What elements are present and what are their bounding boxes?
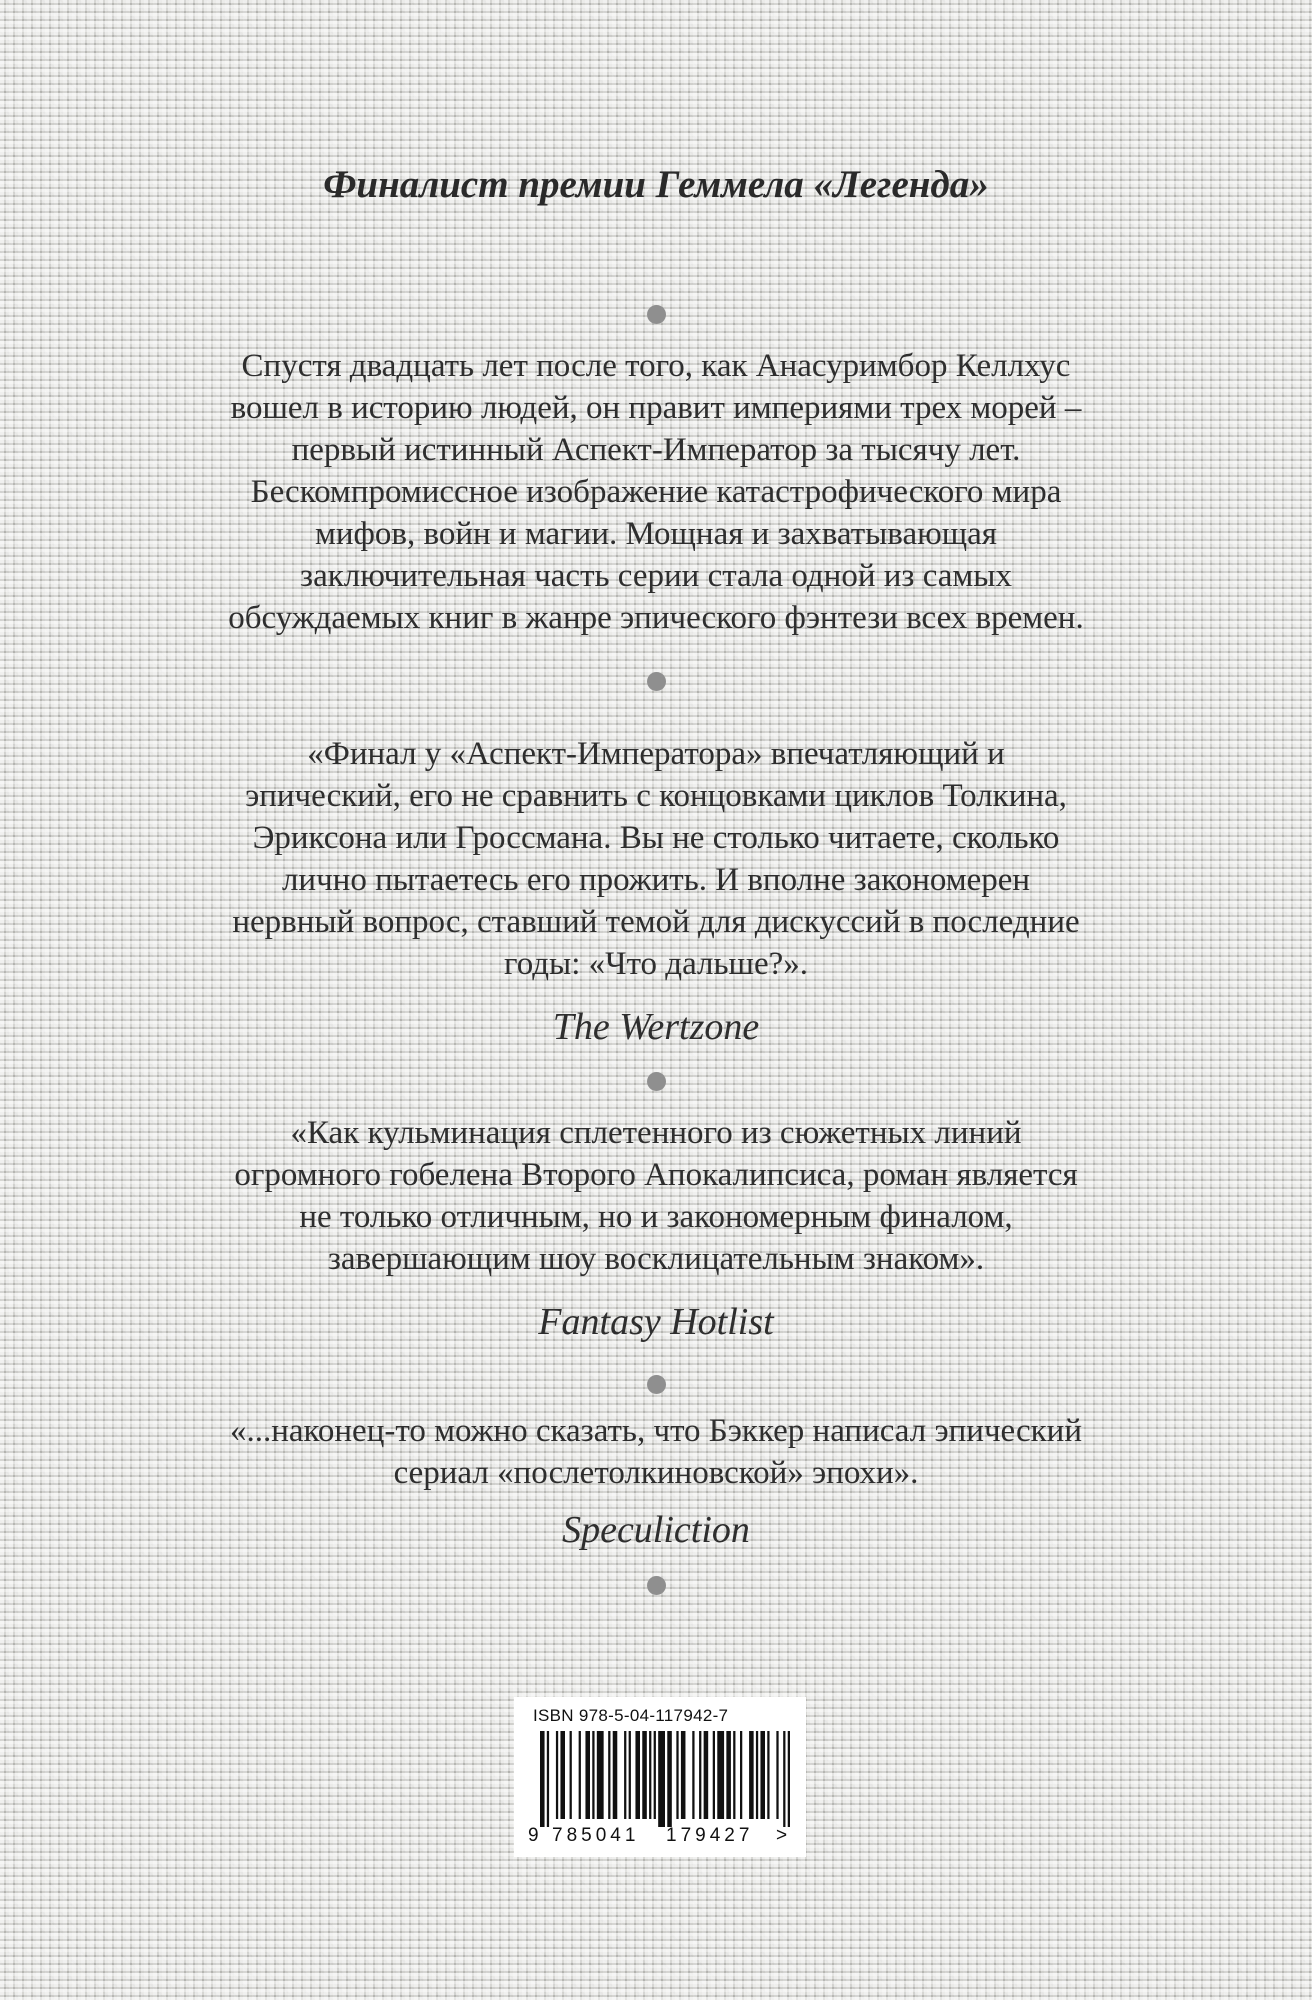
description-line: обсуждаемых книг в жанре эпического фэнтези всех времен. bbox=[228, 600, 1084, 636]
quote-line: «...наконец-то можно сказать, что Бэккер написал эпический bbox=[229, 1413, 1083, 1449]
barcode-bar bbox=[579, 1731, 581, 1819]
barcode-bar bbox=[740, 1731, 742, 1819]
quote-line: завершающим шоу восклицательным знаком». bbox=[327, 1241, 985, 1277]
isbn-barcode bbox=[514, 1697, 806, 1857]
quote-line: эпический, его не сравнить с концовками циклов Толкина, bbox=[245, 778, 1067, 814]
barcode-bar bbox=[570, 1731, 572, 1819]
quote-line: годы: «Что дальше?». bbox=[503, 946, 809, 982]
quote-source: The Wertzone bbox=[552, 1006, 760, 1048]
description-line: Спустя двадцать лет после того, как Анасуримбор Келлхус bbox=[241, 348, 1071, 384]
description-line: вошел в историю людей, он правит империями трех морей – bbox=[230, 390, 1082, 426]
barcode-bar bbox=[560, 1731, 565, 1819]
divider-dot bbox=[647, 672, 666, 691]
barcode-digits-right: 179427 bbox=[666, 1825, 754, 1846]
divider-dot bbox=[647, 1072, 666, 1091]
barcode-digits-left: 785041 bbox=[552, 1825, 640, 1846]
barcode-bar bbox=[597, 1731, 604, 1819]
review-quote bbox=[150, 1112, 1162, 1280]
review-quote bbox=[150, 733, 1162, 985]
barcode-bar bbox=[713, 1731, 715, 1819]
barcode-bar bbox=[592, 1731, 594, 1819]
barcode-digit-first: 9 bbox=[528, 1825, 539, 1846]
barcode-bar bbox=[767, 1731, 769, 1819]
quote-line: нервный вопрос, ставший темой для дискуссий в последние bbox=[232, 904, 1080, 940]
barcode-bar bbox=[717, 1731, 724, 1819]
quote-line: «Как кульминация сплетенного из сюжетных линий bbox=[290, 1115, 1022, 1151]
quote-source: Fantasy Hotlist bbox=[538, 1301, 774, 1343]
barcode-bar bbox=[699, 1731, 701, 1819]
barcode-bar bbox=[756, 1731, 758, 1819]
barcode-bar bbox=[658, 1731, 665, 1827]
barcode-arrow: > bbox=[776, 1825, 788, 1846]
quote-source: Speculiction bbox=[562, 1509, 750, 1551]
quote-line: Эриксона или Гроссмана. Вы не столько читаете, сколько bbox=[252, 820, 1060, 856]
divider-dot bbox=[647, 1576, 666, 1595]
barcode-bar bbox=[733, 1731, 735, 1819]
quote-line: лично пытаетесь его прожить. И вполне закономерен bbox=[281, 862, 1031, 898]
barcode-bar bbox=[585, 1731, 590, 1819]
barcode-bar bbox=[760, 1731, 765, 1819]
barcode-bar bbox=[726, 1731, 731, 1819]
barcode-bar bbox=[704, 1731, 709, 1819]
barcode-bar bbox=[667, 1731, 672, 1827]
barcode-bar bbox=[749, 1731, 754, 1819]
barcode-bar bbox=[547, 1731, 549, 1827]
barcode-bar bbox=[654, 1731, 656, 1819]
book-description bbox=[150, 345, 1162, 639]
description-line: первый истинный Аспект-Император за тысячу лет. bbox=[291, 432, 1021, 468]
barcode-bar bbox=[681, 1731, 686, 1819]
quote-line: огромного гобелена Второго Апокалипсиса, роман является bbox=[234, 1157, 1078, 1193]
barcode-bar bbox=[540, 1731, 545, 1827]
barcode-bar bbox=[556, 1731, 558, 1819]
barcode-bar bbox=[642, 1731, 647, 1819]
divider-dot bbox=[647, 1375, 666, 1394]
barcode-bar bbox=[635, 1731, 640, 1819]
description-line: заключительная часть серии стала одной из самых bbox=[300, 558, 1012, 594]
barcode-bar bbox=[692, 1731, 694, 1819]
description-line: Бескомпромиссное изображение катастрофического мира bbox=[250, 474, 1062, 510]
quote-line: сериал «послетолкиновской» эпохи». bbox=[393, 1455, 919, 1491]
barcode-bar bbox=[624, 1731, 626, 1819]
quote-line: не только отличным, но и закономерным финалом, bbox=[299, 1199, 1013, 1235]
barcode-bar bbox=[613, 1731, 618, 1819]
award-heading: Финалист премии Геммела «Легенда» bbox=[323, 163, 989, 206]
isbn-label: ISBN 978-5-04-117942-7 bbox=[533, 1706, 729, 1725]
barcode-bar bbox=[649, 1731, 651, 1819]
barcode-bar bbox=[629, 1731, 631, 1819]
barcode-bars bbox=[540, 1731, 790, 1827]
barcode-bar bbox=[776, 1731, 778, 1819]
review-quote bbox=[150, 1410, 1162, 1494]
barcode-bar bbox=[676, 1731, 678, 1819]
quote-line: «Финал у «Аспект-Императора» впечатляющий и bbox=[307, 736, 1005, 772]
barcode-bar bbox=[783, 1731, 785, 1827]
barcode-bar bbox=[788, 1731, 790, 1827]
barcode-bar bbox=[608, 1731, 610, 1819]
divider-dot bbox=[647, 305, 666, 324]
description-line: мифов, войн и магии. Мощная и захватывающая bbox=[315, 516, 997, 552]
